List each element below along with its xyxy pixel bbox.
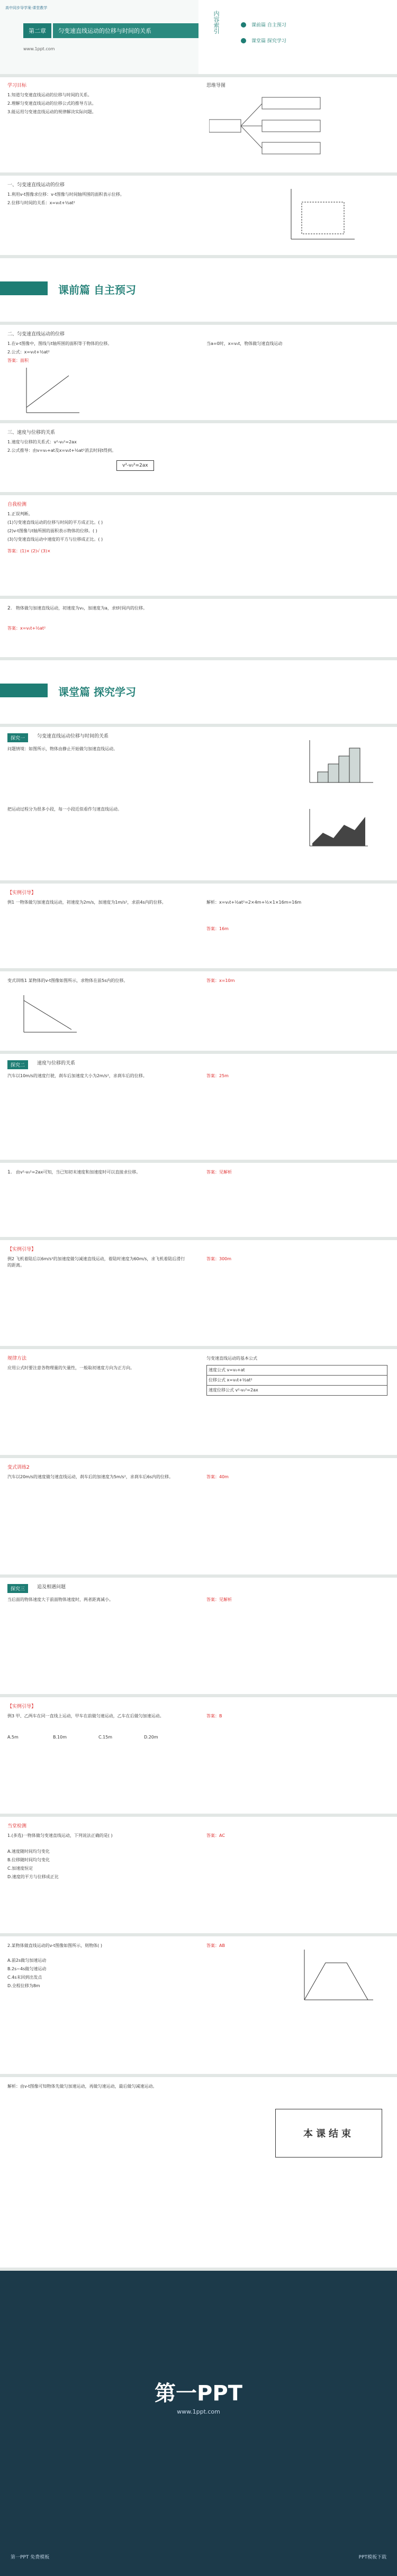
explore3-answer: 答案：见解析 [206,1597,232,1602]
banner-stripe [0,281,48,295]
explore2-tag: 探究二 [7,1060,28,1069]
rules-text: 应用公式时要注意各物理量的矢量性，一般取初速度方向为正方向。 [7,1366,134,1370]
slide-quiz-2 [0,1936,397,2074]
self-check-answer: 答案：(1)× (2)√ (3)× [7,549,51,553]
variant2-heading: 变式训练2 [7,1465,30,1470]
variant2-text: 汽车以20m/s的速度做匀速直线运动，刹车后的加速度为5m/s²，求刹车后6s内的位移。 [7,1474,174,1479]
check2-heading: 2. [7,606,12,611]
section2-text-1: 1.在v-t图像中，图线与t轴所围的面积等于物体的位移。 [7,341,112,346]
brand-footer-right: PPT模板下载 [358,2555,386,2560]
section2-heading: 二、匀变速直线运动的位移 [7,332,65,337]
example1-heading: 【实例引导】 [7,890,37,896]
quiz2-answer: 答案：AB [206,1943,225,1948]
check2-answer: 答案：x=v₀t+½at² [7,626,46,631]
website-link[interactable]: www.1ppt.com [23,47,55,51]
toc-item-preview[interactable]: 课前篇 自主预习 [251,23,286,28]
slide-explore-3 [0,1578,397,1694]
example2-text: 例2 飞机着陆后以6m/s²的加速度做匀减速直线运动，着陆时速度为60m/s，求飞机着陆后滑行的距离。 [7,1257,185,1268]
quiz2-text: 2.某物体做直线运动的v-t图像如图所示，则物体( ) [7,1943,102,1948]
slide-section-1 [0,176,397,255]
slide-variant-1 [0,971,397,1051]
toc-title: 内容索引 [213,11,220,34]
slide-explore-1 [0,727,397,880]
self-check-item-1: (1)匀变速直线运动的位移与时间的平方成正比。( ) [7,520,103,525]
end-banner [275,2109,382,2158]
example1-solution: 解析：x=v₀t+½at²=2×4m+½×1×16m=16m [206,900,302,905]
goals-heading: 学习目标 [7,83,27,88]
quiz1-text: 1.(多选)一物体做匀变速直线运动，下列说法正确的是( ) [7,1833,113,1838]
goals-line-1: 1.知道匀变速直线运动的位移与时间的关系。 [7,93,92,97]
explore3-text: 当后面的物体速度大于前面物体速度时，两者距离减小。 [7,1597,113,1602]
quiz2-graph [302,1947,376,2005]
section1-text-1: 1.利用v-t图像求位移：v-t图像与时间轴所围的面积表示位移。 [7,192,124,197]
publisher-logo: 高中同步导学案·课堂教学 [5,6,48,10]
banner-explore-text: 课堂篇 探究学习 [58,686,136,698]
section2-answer: 答案：面积 [7,358,29,363]
self-check-q1: 1.正误判断。 [7,512,33,516]
brand-logo-sub[interactable]: www.1ppt.com [177,2408,220,2415]
note1-text: 由v²-v₀²=2ax可知，当已知初末速度和加速度时可以直接求位移。 [16,1170,141,1175]
slide-title-text: 匀变速直线运动的位移与时间的关系 [53,23,386,38]
slide-goals [0,77,397,172]
note1-answer: 答案：见解析 [206,1170,232,1175]
rules-row: 速度位移公式 v²-v₀²=2ax [209,1388,258,1392]
example1-answer: 答案：16m [206,926,229,931]
explore2-text: 汽车以10m/s的速度行驶，刹车后加速度大小为2m/s²，求刹车后的位移。 [7,1073,147,1078]
variant1-graph [21,993,79,1035]
goals-line-3: 3.能运用匀变速直线运动的规律解决实际问题。 [7,110,96,114]
slide-self-check [0,495,397,596]
quiz1-option-c: C.加速度恒定 [7,1866,33,1871]
section3-text-2: 2.公式推导：由v=v₀+at及x=v₀t+½at²消去时间t得到。 [7,448,116,453]
quiz2-option-a: A.前2s做匀加速运动 [7,1958,47,1963]
slide-rules [0,1349,397,1455]
slide-example-3 [0,1697,397,1814]
slide-banner-explore [0,660,397,724]
quiz2-option-b: B.2s~4s做匀速运动 [7,1967,47,1971]
self-check-item-3: (3)匀变速直线运动中速度的平方与位移成正比。( ) [7,537,103,542]
explore2-answer: 答案：25m [206,1073,229,1078]
example3-option-a: A.5m [7,1735,19,1740]
slide-section-2 [0,325,397,420]
slide-brand [0,2271,397,2576]
banner-preview-text: 课前篇 自主预习 [58,284,136,296]
slide-toc [198,0,397,74]
slide-end [0,2077,397,2268]
example1-text: 例1 一物体做匀加速直线运动，初速度为2m/s，加速度为1m/s²，求前4s内的位移。 [7,900,166,905]
slide-example-1 [0,884,397,968]
variant2-answer: 答案：40m [206,1474,229,1479]
section2-right-text: 当a=0时，x=v₀t，物体做匀速直线运动 [206,341,283,346]
explore1-step-graph [307,738,376,785]
example3-text: 例3 甲、乙两车在同一直线上运动，甲车在前做匀速运动，乙车在后做匀加速运动。 [7,1714,164,1718]
explore1-tag: 探究一 [7,733,28,742]
end-banner-text: 本课结束 [303,2128,354,2140]
section3-formula-box: v²-v₀²=2ax [116,460,154,471]
quiz1-option-a: A.速度随时间均匀变化 [7,1849,50,1854]
quiz2-option-d: D.全程位移为8m [7,1983,40,1988]
example2-answer: 答案：300m [206,1257,232,1261]
quiz1-heading: 当堂检测 [7,1824,27,1829]
brand-footer-left: 第一PPT 免费模板 [11,2555,50,2560]
toc-icon [241,22,246,28]
chapter-tag: 第二章 [23,23,51,38]
explore3-title: 追及相遇问题 [37,1585,66,1590]
quiz2-option-c: C.4s末回到出发点 [7,1975,42,1980]
slide-quiz-1 [0,1817,397,1933]
vt-area-diagram [286,186,360,244]
variant1-answer: 答案：x=10m [206,978,235,983]
section1-heading: 一、匀变速直线运动的位移 [7,183,65,188]
banner-explore-stripe [0,684,48,697]
rules-row: 速度公式 v=v₀+at [207,1366,387,1376]
self-check-item-2: (2)v-t图像与t轴所围的面积表示物体的位移。( ) [7,529,97,533]
quiz1-option-b: B.位移随时间均匀变化 [7,1858,50,1862]
slide-variant-2 [0,1458,397,1574]
goals-line-2: 2.理解匀变速直线运动的位移公式的推导方法。 [7,101,96,106]
section2-graph [21,365,85,418]
explore2-title: 速度与位移的关系 [37,1061,76,1066]
rules-table-title: 匀变速直线运动的基本公式 [206,1356,257,1361]
example2-heading: 【实例引导】 [7,1247,37,1252]
section3-text-1: 1.速度与位移的关系式：v²-v₀²=2ax [7,440,77,444]
end-solution: 解析：由v-t图像可知物体先做匀加速运动，再做匀速运动，最后做匀减速运动。 [7,2084,157,2089]
toc-icon-2 [241,38,246,43]
explore1-title: 匀变速直线运动位移与时间的关系 [37,734,109,739]
slide-self-check-2 [0,599,397,657]
quiz1-answer: 答案：AC [206,1833,225,1838]
rules-table [206,1365,387,1396]
variant1-text: 变式训练1 某物体的v-t图像如图所示，求物体在前5s内的位移。 [7,978,128,983]
mindmap-diagram [209,93,389,162]
slide-section-3 [0,423,397,492]
mindmap-heading: 思维导图 [206,83,226,88]
section3-heading: 三、速度与位移的关系 [7,430,56,435]
slide-banner-preview [0,258,397,322]
explore1-explain: 把运动过程分为很多小段，每一小段近似看作匀速直线运动。 [7,807,122,812]
slide-example-2 [0,1240,397,1346]
brand-logo-main: 第一PPT [155,2381,242,2406]
self-check-heading: 自我检测 [7,502,27,507]
example3-option-d: D.20m [144,1735,158,1740]
explore1-area-graph [307,806,371,849]
explore3-tag: 探究三 [7,1584,28,1593]
example3-answer: 答案：B [206,1714,222,1718]
example3-heading: 【实例引导】 [7,1704,37,1709]
note1-heading: 1. [7,1170,12,1175]
example3-option-b: B.10m [53,1735,67,1740]
example3-option-c: C.15m [98,1735,113,1740]
section1-text-2: 2.位移与时间的关系：x=v₀t+½at² [7,201,75,205]
slide-explore-2 [0,1054,397,1160]
quiz1-option-d: D.速度的平方与位移成正比 [7,1874,59,1879]
toc-item-explore[interactable]: 课堂篇 探究学习 [251,39,286,44]
rules-heading: 规律方法 [7,1356,27,1361]
rules-row: 位移公式 x=v₀t+½at² [207,1376,387,1386]
section2-text-2: 2.公式：x=v₀t+½at² [7,350,50,354]
check2-text: 物体做匀加速直线运动，初速度为v₀，加速度为a，求t时间内的位移。 [16,606,147,611]
slide-note-1 [0,1163,397,1237]
explore1-problem: 问题情境：如图所示，物体由静止开始做匀加速直线运动。 [7,747,118,751]
